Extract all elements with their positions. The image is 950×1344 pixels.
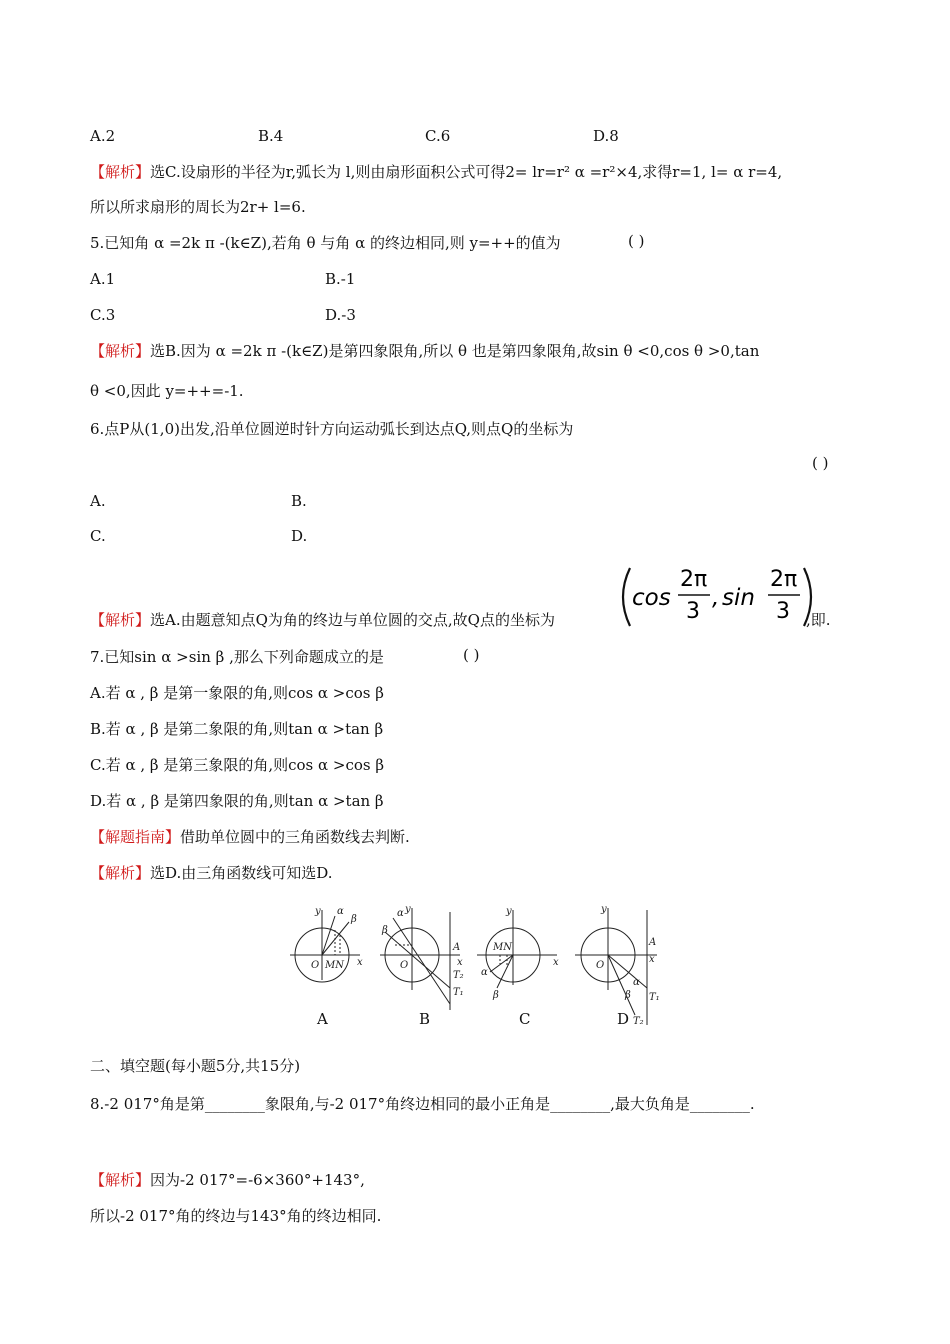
q7-option-a: A.若 α , β 是第一象限的角,则cos α >cos β: [90, 684, 384, 702]
formula-sin: sin: [722, 585, 755, 611]
formula-comma: ,: [712, 585, 720, 611]
figure-d: [575, 904, 660, 1027]
q5-option-d: D.-3: [325, 306, 356, 324]
q7-option-b: B.若 α , β 是第二象限的角,则tan α >tan β: [90, 720, 384, 738]
q8-solution-text: 因为-2 017°=-6×360°+143°,: [150, 1171, 365, 1189]
formula-num-2: 2π: [770, 567, 798, 592]
svg-text:T₁: T₁: [649, 992, 660, 1003]
q7-solution: [90, 862, 333, 884]
svg-text:α: α: [481, 967, 488, 978]
svg-text:y: y: [601, 904, 607, 915]
figure-c: [477, 906, 559, 1001]
svg-text:T₂: T₂: [633, 1016, 644, 1027]
q6-answer-paren: ( ): [812, 454, 829, 472]
q7-stem: 7.已知sin α >sin β ,那么下列命题成立的是: [90, 648, 384, 666]
svg-text:O: O: [311, 960, 320, 971]
svg-text:α: α: [633, 977, 640, 988]
svg-text:y: y: [405, 904, 411, 915]
svg-text:β: β: [493, 990, 499, 1001]
svg-text:α: α: [337, 906, 344, 917]
svg-text:β: β: [351, 914, 357, 925]
q5-stem: 5.已知角 α =2k π -(k∈Z),若角 θ 与角 α 的终边相同,则 y=++的值为: [90, 234, 561, 252]
q8-solution-line1: [90, 1169, 365, 1191]
figure-label-b: B: [419, 1010, 431, 1028]
svg-text:x: x: [457, 957, 463, 968]
q5-answer-paren: ( ): [628, 232, 645, 250]
figure-a: [290, 906, 363, 982]
q4-option-a: A.2: [90, 127, 116, 145]
solution-tag: 【解析】: [90, 611, 151, 629]
q6-option-c: C.: [90, 527, 106, 545]
svg-text:α: α: [397, 908, 404, 919]
q6-solution-tail: ,即.: [806, 611, 831, 629]
q4-option-c: C.6: [425, 127, 451, 145]
guide-tag: 【解题指南】: [90, 828, 181, 846]
q5-option-b: B.-1: [325, 270, 356, 288]
q8-solution-line2: 所以-2 017°角的终边与143°角的终边相同.: [90, 1207, 382, 1225]
q6-coordinate-formula: [620, 562, 820, 632]
figure-label-a: A: [317, 1010, 328, 1028]
q7-guide-text: 借助单位圆中的三角函数线去判断.: [180, 828, 410, 846]
svg-text:x: x: [357, 957, 363, 968]
solution-tag: 【解析】: [90, 342, 151, 360]
q7-option-d: D.若 α , β 是第四象限的角,则tan α >tan β: [90, 792, 384, 810]
q7-solution-text: 选D.由三角函数线可知选D.: [150, 864, 333, 882]
left-paren: [623, 568, 630, 626]
solution-tag: 【解析】: [90, 1171, 151, 1189]
q6-option-d: D.: [291, 527, 308, 545]
svg-text:T₁: T₁: [453, 987, 464, 998]
figure-label-d: D: [617, 1010, 630, 1028]
q6-solution-text: 选A.由题意知点Q为角的终边与单位圆的交点,故Q点的坐标为: [150, 611, 555, 629]
svg-text:x: x: [553, 957, 559, 968]
q4-solution-line2: 所以所求扇形的周长为2r+ l=6.: [90, 198, 306, 216]
svg-text:A: A: [649, 937, 657, 948]
section2-title: 二、填空题(每小题5分,共15分): [90, 1057, 301, 1075]
svg-text:O: O: [400, 960, 409, 971]
q6-solution: [90, 609, 555, 631]
svg-text:O: O: [596, 960, 605, 971]
svg-text:A: A: [453, 942, 461, 953]
q5-solution-line1: [90, 340, 759, 362]
q8-stem: 8.-2 017°角是第________象限角,与-2 017°角终边相同的最小正角是________,最大负角是________.: [90, 1095, 755, 1113]
q7-option-c: C.若 α , β 是第三象限的角,则cos α >cos β: [90, 756, 385, 774]
svg-text:x: x: [649, 954, 655, 965]
figure-b: [380, 904, 464, 1010]
solution-tag: 【解析】: [90, 864, 151, 882]
q7-guide: [90, 826, 410, 848]
svg-text:β: β: [625, 990, 631, 1001]
unit-circle-figures: [285, 900, 665, 1030]
q5-solution-text: 选B.因为 α =2k π -(k∈Z)是第四象限角,所以 θ 也是第四象限角,故sin θ <0,cos θ >0,tan: [150, 342, 760, 360]
q4-solution-line1: [90, 161, 782, 183]
solution-tag: 【解析】: [90, 163, 151, 181]
q7-answer-paren: ( ): [463, 646, 480, 664]
q4-option-b: B.4: [258, 127, 284, 145]
q6-stem: 6.点P从(1,0)出发,沿单位圆逆时针方向运动弧长到达点Q,则点Q的坐标为: [90, 420, 574, 438]
q5-option-a: A.1: [90, 270, 116, 288]
svg-text:β: β: [382, 925, 388, 936]
formula-den-2: 3: [776, 599, 790, 624]
svg-text:MN: MN: [325, 960, 344, 971]
q6-option-a: A.: [90, 492, 106, 510]
formula-num-1: 2π: [680, 567, 708, 592]
svg-text:T₂: T₂: [453, 970, 464, 981]
svg-text:MN: MN: [493, 942, 512, 953]
q4-option-d: D.8: [593, 127, 619, 145]
formula-den-1: 3: [686, 599, 700, 624]
figure-label-c: C: [519, 1010, 531, 1028]
q5-solution-line2: θ <0,因此 y=++=-1.: [90, 382, 244, 400]
q5-option-c: C.3: [90, 306, 116, 324]
svg-text:y: y: [315, 906, 321, 917]
svg-text:y: y: [506, 906, 512, 917]
q6-option-b: B.: [291, 492, 307, 510]
q4-solution-text: 选C.设扇形的半径为r,弧长为 l,则由扇形面积公式可得2= lr=r² α =r²×4,求得r=1, l= α r=4,: [150, 163, 783, 181]
formula-cos: cos: [632, 585, 671, 611]
